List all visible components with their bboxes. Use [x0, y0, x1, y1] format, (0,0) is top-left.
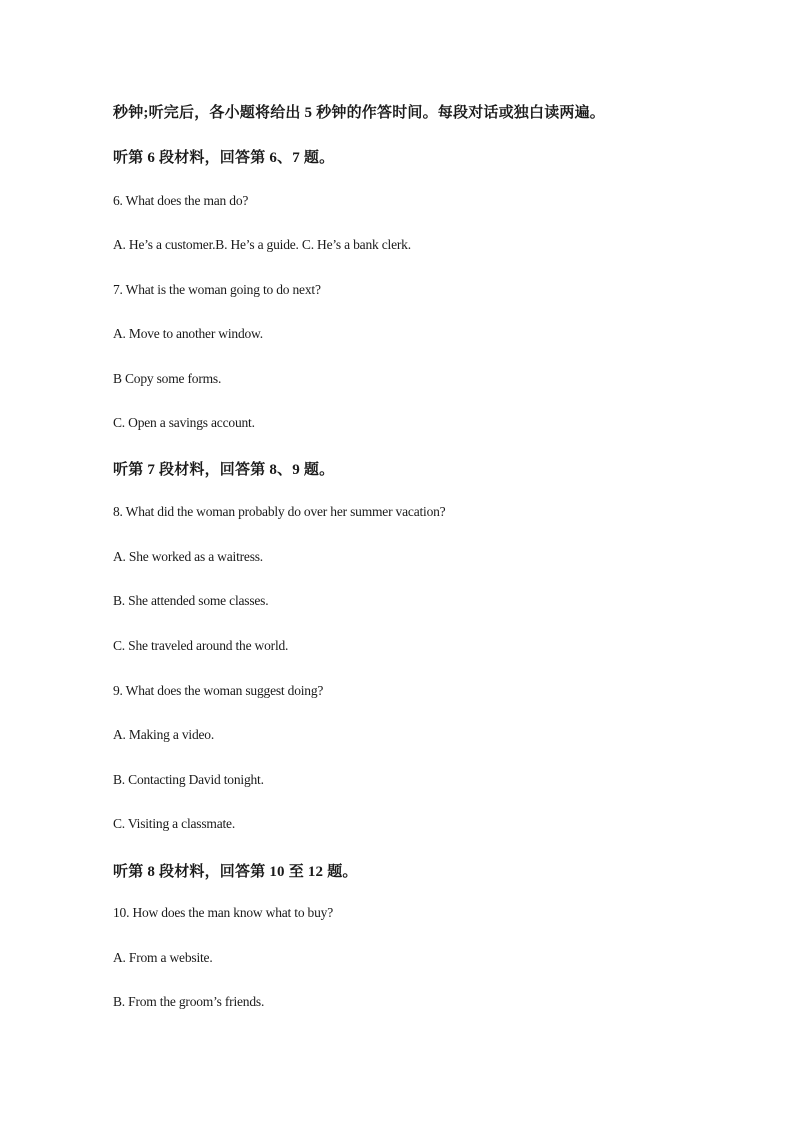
instruction-text: 秒钟;听完后，各小题将给出 5 秒钟的作答时间。每段对话或独白读两遍。 [113, 105, 605, 121]
question-10-option-b: B. From the groom’s friends. [113, 994, 265, 1009]
section-heading-8: 听第 8 段材料，回答第 10 至 12 题。 [113, 864, 358, 880]
question-8-option-b: B. She attended some classes. [113, 593, 269, 608]
question-9-option-a: A. Making a video. [113, 727, 215, 742]
question-8-option-c: C. She traveled around the world. [113, 638, 289, 653]
section-heading-6: 听第 6 段材料，回答第 6、7 题。 [113, 150, 335, 166]
question-8-option-a: A. She worked as a waitress. [113, 549, 263, 564]
question-10: 10. How does the man know what to buy? [113, 905, 333, 920]
question-7-option-a: A. Move to another window. [113, 326, 263, 341]
question-7-option-c: C. Open a savings account. [113, 415, 255, 430]
question-7-option-b: B Copy some forms. [113, 371, 222, 386]
question-7: 7. What is the woman going to do next? [113, 282, 321, 297]
question-10-option-a: A. From a website. [113, 950, 213, 965]
question-9-option-b: B. Contacting David tonight. [113, 772, 264, 787]
question-6: 6. What does the man do? [113, 193, 249, 208]
question-8: 8. What did the woman probably do over her summer vacation? [113, 504, 446, 519]
question-9: 9. What does the woman suggest doing? [113, 683, 324, 698]
section-heading-7: 听第 7 段材料，回答第 8、9 题。 [113, 462, 335, 478]
question-6-options: A. He’s a customer.B. He’s a guide. C. He’s a bank clerk. [113, 237, 411, 252]
question-9-option-c: C. Visiting a classmate. [113, 816, 235, 831]
